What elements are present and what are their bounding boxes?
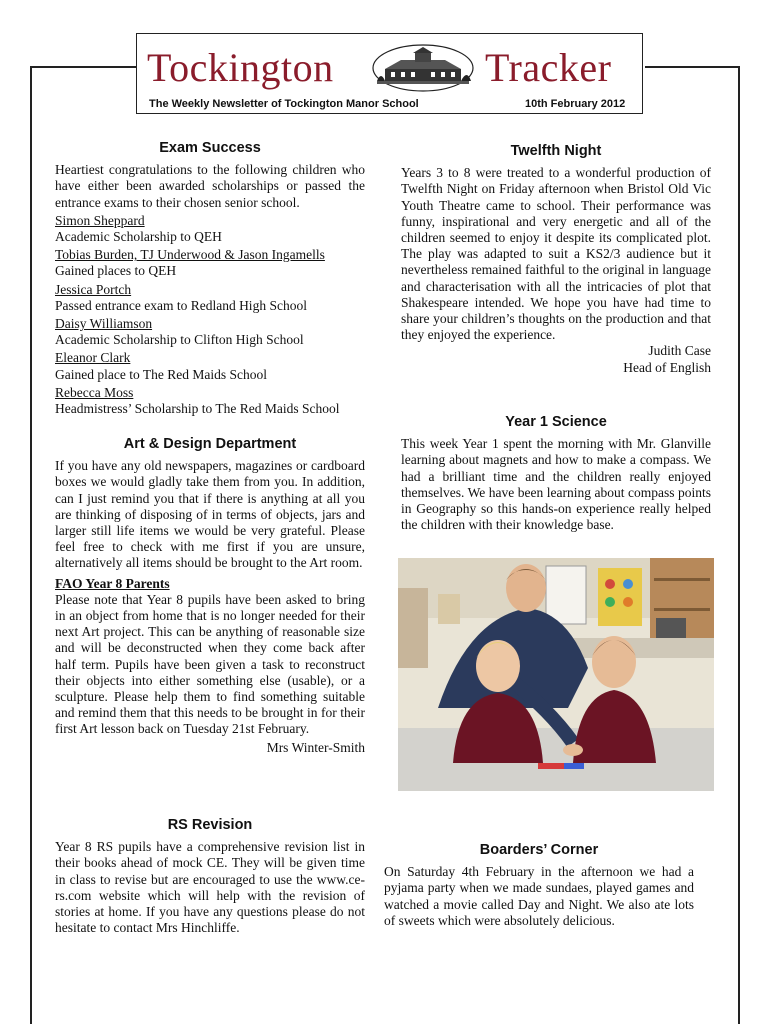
award-detail: Academic Scholarship to QEH (55, 229, 222, 245)
award-name: Eleanor Clark (55, 350, 131, 366)
masthead-title-right: Tracker (485, 45, 612, 90)
boarders-heading: Boarders’ Corner (479, 842, 599, 858)
fao-heading: FAO Year 8 Parents (55, 575, 170, 591)
manor-house-icon (371, 43, 475, 93)
award-entry (55, 282, 365, 314)
award-name: Tobias Burden, TJ Underwood & Jason Ingamells (55, 247, 325, 263)
twelfth-night-heading: Twelfth Night (510, 143, 602, 159)
twelfth-night-signature-role: Head of English (623, 359, 711, 375)
award-detail: Headmistress’ Scholarship to The Red Maids School (55, 401, 340, 417)
science-photo (398, 558, 714, 791)
award-detail: Passed entrance exam to Redland High School (55, 297, 307, 313)
masthead-date: 10th February 2012 (525, 98, 626, 110)
award-name: Daisy Williamson (55, 316, 153, 332)
award-name: Simon Sheppard (55, 212, 145, 228)
art-heading: Art & Design Department (123, 436, 297, 452)
page-border-left (30, 66, 32, 1024)
award-detail: Gained place to The Red Maids School (55, 366, 267, 382)
art-section (55, 436, 365, 756)
twelfth-night-body: Years 3 to 8 were treated to a wonderful production of Twelfth Night on Friday afternoon when Bristol Old Vic Youth Theatre came to school. Their performance was funny, inspirational and very energetic and all of the children seemed to enjoy it despite its complicated plot. The play was adapted to suit a KS2/3 audience but it nevertheless remained faithful to the original in language and characterisation with all the intricacies of plot that Shakespeare intended. We hope you have had time to share your children’s thoughts on the production and that they enjoyed the experience. (401, 165, 711, 343)
page-border-right (738, 66, 740, 1024)
rs-section (55, 817, 365, 936)
award-name: Jessica Portch (55, 281, 132, 297)
boarders-section (384, 842, 694, 929)
art-signature: Mrs Winter-Smith (266, 739, 365, 755)
rs-heading: RS Revision (167, 817, 253, 833)
masthead (136, 33, 643, 114)
fao-body: Please note that Year 8 pupils have been asked to bring in an object from home that is no longer needed for their next Art project. This can be anything of reasonable size and will be deconstructed when they come back after half term. Pupils have been given a task to reconstruct their objects into either something else (usable), or a sculpture. Please help them to find something suitable and remind them that this needs to be brought in for their first Art lesson back on Tuesday 21st February. (55, 591, 365, 737)
award-entry (55, 213, 365, 245)
masthead-tagline: The Weekly Newsletter of Tockington Manor School (149, 98, 419, 110)
science-section (401, 414, 711, 533)
exam-success-heading: Exam Success (159, 140, 261, 156)
boarders-body: On Saturday 4th February in the afternoon we had a pyjama party when we made sundaes, played games and watched a movie called Day and Night. We also ate lots of sweets which were absolutely delicious. (384, 864, 694, 928)
exam-success-section (55, 140, 365, 417)
award-detail: Gained places to QEH (55, 263, 177, 279)
exam-success-intro: Heartiest congratulations to the following children who have either been awarded scholarships or passed the entrance exams to their chosen senior school. (55, 162, 365, 210)
rs-body: Year 8 RS pupils have a comprehensive revision list in their books ahead of mock CE. They will be given time in class to revise but are encouraged to use the www.ce-rs.com website which will help with the revision of stories at home. If you have any questions please do not hesitate to contact Mrs Hinchliffe. (55, 839, 365, 936)
page-border-top-left (30, 66, 136, 68)
masthead-title-left: Tockington (147, 45, 334, 90)
award-name: Rebecca Moss (55, 384, 134, 400)
award-entry (55, 247, 365, 279)
award-entry (55, 316, 365, 348)
page-border-top-right (645, 66, 740, 68)
twelfth-night-section (401, 143, 711, 376)
twelfth-night-signature-name: Judith Case (648, 343, 711, 359)
award-entry (55, 385, 365, 417)
award-entry (55, 350, 365, 382)
science-heading: Year 1 Science (505, 414, 607, 430)
science-body: This week Year 1 spent the morning with Mr. Glanville learning about magnets and how to make a compass. We had a brilliant time and the children really enjoyed themselves. We have been learning about compass points in Geography so this hands-on experience really helped the children with their knowledge base. (401, 436, 711, 533)
award-detail: Academic Scholarship to Clifton High School (55, 332, 304, 348)
art-body: If you have any old newspapers, magazines or cardboard boxes we would gladly take them from you. In addition, can I just remind you that if there is anything at all you are thinking of disposing of in terms of objects, jars and larger still life items we would be very grateful. Please feel free to check with me first if you are unsure, alternatively all items should be brought to the Art room. (55, 458, 365, 571)
